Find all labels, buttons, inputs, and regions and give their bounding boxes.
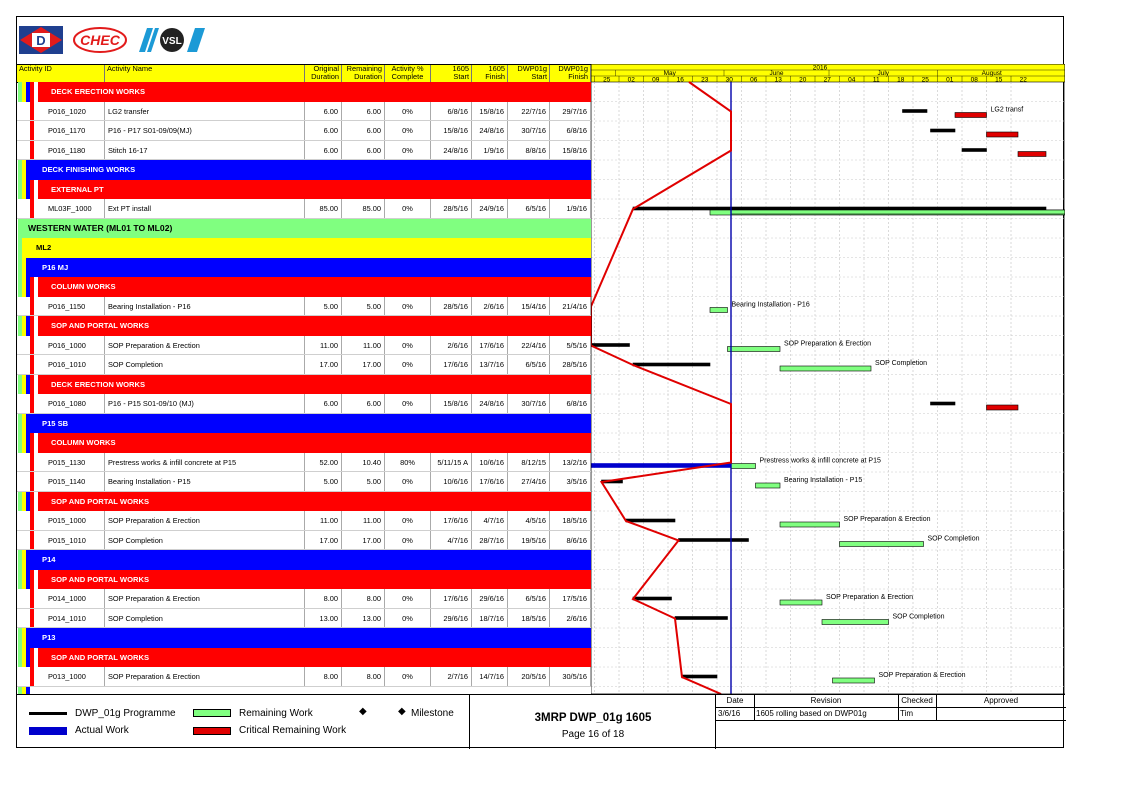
month-label: August [981,70,1002,78]
cell-od: 5.00 [305,297,342,316]
group-header-label: SOP AND PORTAL WORKS [51,321,150,330]
cell-sdwp: 15/4/16 [508,297,550,316]
cell-pct: 0% [385,531,431,550]
cell-f1605: 18/7/16 [472,609,508,628]
cell-id: P014_1010 [34,609,105,628]
group-header-label: P15 SB [42,418,69,428]
cell-id: P015_1000 [34,511,105,530]
cell-sdwp: 18/5/16 [508,609,550,628]
cell-id: P015_1010 [34,531,105,550]
month-label: June [769,70,784,78]
legend-critical-swatch [193,727,231,735]
cell-pct: 0% [385,121,431,140]
legend-remaining-label: Remaining Work [239,708,313,719]
cell-od: 17.00 [305,355,342,374]
col-1605-start[interactable]: 1605 Start [431,65,472,82]
programme-bar [679,539,749,542]
week-label: 01 [946,76,954,84]
cell-s1605: 28/5/16 [431,297,472,316]
col-dwp-start[interactable]: DWP01g Start [508,65,550,82]
activity-row[interactable] [17,297,591,317]
cell-id: P014_1000 [34,589,105,608]
cell-fdwp: 21/4/16 [550,297,591,316]
revision-approved-header: Approved [983,696,1019,705]
cell-rd: 11.00 [342,511,385,530]
cell-fdwp: 6/8/16 [550,394,591,413]
col-1605-finish[interactable]: 1605 Finish [472,65,508,82]
critical-bar [1018,152,1046,157]
cell-name: P16 - P17 S01-09/09(MJ) [105,121,305,140]
cell-od: 52.00 [305,453,342,472]
remaining-bar [780,522,840,527]
cell-pct: 0% [385,511,431,530]
cell-pct: 0% [385,297,431,316]
week-label: 18 [897,76,905,84]
remaining-bar [728,347,781,352]
cell-f1605: 13/7/16 [472,355,508,374]
legend-milestone-diamond-icon-2: ◆ [398,706,406,717]
group-header-label: WESTERN WATER (ML01 TO ML02) [28,222,173,233]
svg-text:CHEC: CHEC [80,32,120,48]
cell-f1605: 24/9/16 [472,199,508,218]
activity-row[interactable] [17,667,591,687]
timescale-year: 2016 [812,64,828,72]
cell-pct: 0% [385,394,431,413]
programme-bar [931,129,956,132]
gantt-chart [591,64,1065,694]
group-header[interactable] [30,570,591,590]
cell-s1605: 2/7/16 [431,667,472,686]
programme-bar [903,110,928,113]
group-header[interactable] [30,433,591,453]
cell-fdwp: 5/5/16 [550,336,591,355]
cell-rd: 8.00 [342,667,385,686]
group-header[interactable] [30,180,591,200]
cell-f1605: 10/6/16 [472,453,508,472]
activity-row[interactable] [17,394,591,414]
cell-fdwp: 28/5/16 [550,355,591,374]
cell-rd: 5.00 [342,297,385,316]
cell-s1605: 28/5/16 [431,199,472,218]
group-header-label: ML2 [36,243,52,252]
bar-label: SOP Preparation & Erection [826,594,914,601]
programme-bar [682,675,717,678]
legend-actual-label: Actual Work [75,725,129,736]
cell-sdwp: 6/5/16 [508,199,550,218]
cell-id: P015_1130 [34,453,105,472]
cell-sdwp: 20/5/16 [508,667,550,686]
revision-date: 3/6/16 [718,709,741,718]
group-header[interactable] [30,160,591,180]
group-header-label: COLUMN WORKS [51,438,116,447]
col-original-duration[interactable]: Original Duration [305,65,342,82]
cell-s1605: 4/7/16 [431,531,472,550]
group-header[interactable] [30,258,591,278]
activity-row[interactable] [17,531,591,551]
revision-checked: Tim [900,709,914,718]
cell-f1605: 17/6/16 [472,472,508,491]
programme-bar [633,597,672,600]
cell-s1605: 6/8/16 [431,102,472,121]
legend-area [17,694,1065,749]
cell-od: 6.00 [305,394,342,413]
cell-od: 8.00 [305,667,342,686]
cell-rd: 5.00 [342,472,385,491]
activity-row[interactable] [17,141,591,161]
week-label: 23 [701,76,709,84]
cell-pct: 0% [385,667,431,686]
week-label: 15 [995,76,1003,84]
group-header-label: DECK ERECTION WORKS [51,87,146,96]
programme-bar [626,519,675,522]
cell-f1605: 15/8/16 [472,102,508,121]
group-header[interactable] [30,550,591,570]
cell-pct: 80% [385,453,431,472]
cell-s1605: 15/8/16 [431,121,472,140]
bar-label: SOP Completion [892,613,945,621]
week-label: 06 [750,76,758,84]
remaining-bar [822,620,889,625]
legend-actual-swatch [29,727,67,735]
column-header [17,64,591,83]
activity-row[interactable] [17,511,591,531]
cell-f1605: 2/6/16 [472,297,508,316]
cell-s1605: 17/6/16 [431,589,472,608]
cell-name: P16 - P15 S01-09/10 (MJ) [105,394,305,413]
group-header[interactable] [30,492,591,512]
legend-programme-line [29,712,67,715]
week-label: 13 [774,76,782,84]
cell-name: Prestress works & infill concrete at P15 [105,453,305,472]
cell-pct: 0% [385,336,431,355]
programme-bar [633,207,1046,210]
revision-table [715,695,1066,749]
week-label: 27 [823,76,831,84]
cell-name: LG2 transfer [105,102,305,121]
activity-row[interactable] [17,121,591,141]
page-number: Page 16 of 18 [561,729,625,740]
cell-s1605: 2/6/16 [431,336,472,355]
cell-id: P016_1000 [34,336,105,355]
activity-row[interactable] [17,102,591,122]
cell-id: P016_1170 [34,121,105,140]
cell-name: SOP Completion [105,531,305,550]
cell-fdwp: 6/8/16 [550,121,591,140]
cell-sdwp: 30/7/16 [508,121,550,140]
cell-od: 8.00 [305,589,342,608]
cell-rd: 6.00 [342,102,385,121]
remaining-bar [731,464,756,469]
cell-name: Bearing Installation - P16 [105,297,305,316]
legend-milestone-label: Milestone [411,708,454,719]
cell-s1605: 5/11/15 A [431,453,472,472]
cell-f1605: 24/8/16 [472,121,508,140]
cell-pct: 0% [385,609,431,628]
cell-id: P016_1150 [34,297,105,316]
cell-name: SOP Completion [105,355,305,374]
cell-fdwp: 29/7/16 [550,102,591,121]
programme-bar [962,149,987,152]
month-label: July [877,70,890,78]
group-header[interactable] [30,648,591,668]
cell-sdwp: 19/5/16 [508,531,550,550]
group-header-label: P13 [42,633,56,642]
cell-rd: 8.00 [342,589,385,608]
cell-rd: 13.00 [342,609,385,628]
critical-bar [987,405,1019,410]
remaining-bar [780,366,871,371]
cell-rd: 10.40 [342,453,385,472]
remaining-bar [710,308,728,313]
revision-header: Revision [810,696,842,705]
week-label: 25 [603,76,611,84]
critical-bar [955,113,987,118]
cell-fdwp: 18/5/16 [550,511,591,530]
cell-name: SOP Preparation & Erection [105,336,305,355]
cell-f1605: 24/8/16 [472,394,508,413]
cell-sdwp: 6/5/16 [508,589,550,608]
week-label: 25 [921,76,929,84]
bar-label: SOP Preparation & Erection [843,516,931,523]
group-header[interactable] [30,82,591,102]
legend-milestone-diamond-icon: ◆ [359,706,367,717]
remaining-bar [833,678,875,683]
cell-od: 6.00 [305,141,342,160]
col-activity-pct[interactable]: Activity % Complete [385,65,431,82]
group-header[interactable] [30,628,591,648]
group-header[interactable] [30,277,591,297]
cell-sdwp: 22/7/16 [508,102,550,121]
cell-fdwp: 1/9/16 [550,199,591,218]
programme-bar [591,344,630,347]
cell-sdwp: 22/4/16 [508,336,550,355]
cell-od: 17.00 [305,531,342,550]
activity-row[interactable] [17,609,591,629]
progress-line [591,82,731,694]
cell-f1605: 1/9/16 [472,141,508,160]
cell-sdwp: 30/7/16 [508,394,550,413]
cell-pct: 0% [385,472,431,491]
cell-name: Bearing Installation - P15 [105,472,305,491]
group-header[interactable] [22,219,591,239]
group-header-label: SOP AND PORTAL WORKS [51,496,150,506]
legend-critical-label: Critical Remaining Work [239,725,347,736]
cell-od: 11.00 [305,511,342,530]
svg-text:VSL: VSL [162,36,182,47]
cell-fdwp: 17/5/16 [550,589,591,608]
bar-label: Bearing Installation - P15 [784,477,863,484]
bar-label: LG2 transf [990,106,1024,114]
col-activity-id[interactable]: Activity ID [17,65,105,82]
cell-pct: 0% [385,589,431,608]
cell-fdwp: 30/5/16 [550,667,591,686]
dragages-logo [19,26,63,54]
cell-sdwp: 8/12/15 [508,453,550,472]
cell-od: 85.00 [305,199,342,218]
group-header[interactable] [30,375,591,395]
cell-od: 13.00 [305,609,342,628]
cell-od: 6.00 [305,102,342,121]
week-label: 30 [725,76,733,84]
cell-f1605: 17/6/16 [472,336,508,355]
cell-s1605: 10/6/16 [431,472,472,491]
cell-rd: 6.00 [342,141,385,160]
cell-sdwp: 27/4/16 [508,472,550,491]
remaining-bar [780,600,822,605]
week-label: 16 [676,76,684,84]
week-label: 02 [627,76,635,84]
month-label: May [663,70,676,78]
chec-logo [73,26,128,54]
cell-rd: 6.00 [342,394,385,413]
week-label: 11 [872,76,880,84]
cell-name: SOP Completion [105,609,305,628]
cell-pct: 0% [385,102,431,121]
cell-id: P013_1000 [34,667,105,686]
vsl-logo [137,26,207,54]
activity-row[interactable] [17,355,591,375]
remaining-bar [731,210,1065,214]
week-label: 22 [1019,76,1027,84]
cell-pct: 0% [385,199,431,218]
bar-label: SOP Completion [875,360,928,367]
bar-label: SOP Preparation & Erection [784,340,872,348]
title-block [469,695,716,749]
cell-s1605: 24/8/16 [431,141,472,160]
document-title: 3MRP DWP_01g 1605 [534,712,652,724]
cell-name: SOP Preparation & Erection [105,589,305,608]
revision-checked-header: Checked [901,696,933,705]
cell-f1605: 28/7/16 [472,531,508,550]
bar-label: Prestress works & infill concrete at P15 [759,457,881,465]
cell-f1605: 14/7/16 [472,667,508,686]
cell-fdwp: 8/6/16 [550,531,591,550]
cell-sdwp: 4/5/16 [508,511,550,530]
cell-id: P016_1020 [34,102,105,121]
cell-name: Stitch 16-17 [105,141,305,160]
programme-bar [675,617,728,620]
cell-id: P016_1010 [34,355,105,374]
week-label: 09 [652,76,660,84]
group-header-label: DECK ERECTION WORKS [51,379,146,389]
legend-remaining-swatch [193,709,231,717]
cell-od: 6.00 [305,121,342,140]
cell-name: SOP Preparation & Erection [105,667,305,686]
programme-bar [633,363,710,366]
group-header-label: DECK FINISHING WORKS [42,165,136,174]
cell-fdwp: 3/5/16 [550,472,591,491]
programme-bar [931,402,956,405]
cell-fdwp: 2/6/16 [550,609,591,628]
activity-row[interactable] [17,472,591,492]
activity-row[interactable] [17,336,591,356]
cell-rd: 17.00 [342,531,385,550]
cell-s1605: 17/6/16 [431,355,472,374]
group-header[interactable] [30,414,591,434]
bar-label: SOP Preparation & Erection [878,672,966,679]
cell-sdwp: 8/8/16 [508,141,550,160]
activity-row[interactable] [17,453,591,473]
group-header-label: EXTERNAL PT [51,184,104,194]
revision-description: 1605 rolling based on DWP01g [756,709,867,718]
group-header-label: P16 MJ [42,262,69,272]
cell-rd: 17.00 [342,355,385,374]
activity-row[interactable] [17,199,591,219]
group-header-label: P14 [42,555,56,564]
svg-text:D: D [36,33,46,48]
bar-label: Bearing Installation - P16 [731,301,810,309]
cell-fdwp: 13/2/16 [550,453,591,472]
cell-id: P016_1180 [34,141,105,160]
cell-name: SOP Preparation & Erection [105,511,305,530]
group-header[interactable] [30,316,591,336]
critical-bar [987,132,1019,137]
cell-s1605: 15/8/16 [431,394,472,413]
bar-label: SOP Completion [927,535,980,543]
cell-s1605: 17/6/16 [431,511,472,530]
group-header-label: SOP AND PORTAL WORKS [51,652,150,662]
remaining-bar [756,483,781,488]
legend-programme-label: DWP_01g Programme [75,708,176,719]
remaining-bar [840,542,924,547]
activity-row[interactable] [17,589,591,609]
col-activity-name[interactable]: Activity Name [105,65,305,82]
logo-bar [17,17,317,63]
cell-pct: 0% [385,355,431,374]
col-remaining-duration[interactable]: Remaining Duration [342,65,385,82]
cell-od: 5.00 [305,472,342,491]
cell-pct: 0% [385,141,431,160]
group-header[interactable] [26,238,591,258]
cell-id: P015_1140 [34,472,105,491]
cell-f1605: 29/6/16 [472,589,508,608]
cell-od: 11.00 [305,336,342,355]
cell-id: ML03F_1000 [34,199,105,218]
week-label: 08 [970,76,978,84]
cell-rd: 11.00 [342,336,385,355]
schedule-page [16,16,1064,748]
group-header-label: SOP AND PORTAL WORKS [51,574,150,584]
cell-sdwp: 6/5/16 [508,355,550,374]
cell-rd: 85.00 [342,199,385,218]
week-label: 20 [799,76,807,84]
cell-fdwp: 15/8/16 [550,141,591,160]
cell-s1605: 29/6/16 [431,609,472,628]
week-label: 04 [848,76,856,84]
cell-rd: 6.00 [342,121,385,140]
group-header-label: COLUMN WORKS [51,282,116,291]
cell-id: P016_1080 [34,394,105,413]
cell-f1605: 4/7/16 [472,511,508,530]
cell-name: Ext PT install [105,199,305,218]
col-dwp-finish[interactable]: DWP01g Finish [550,65,591,82]
revision-date-header: Date [726,696,744,705]
